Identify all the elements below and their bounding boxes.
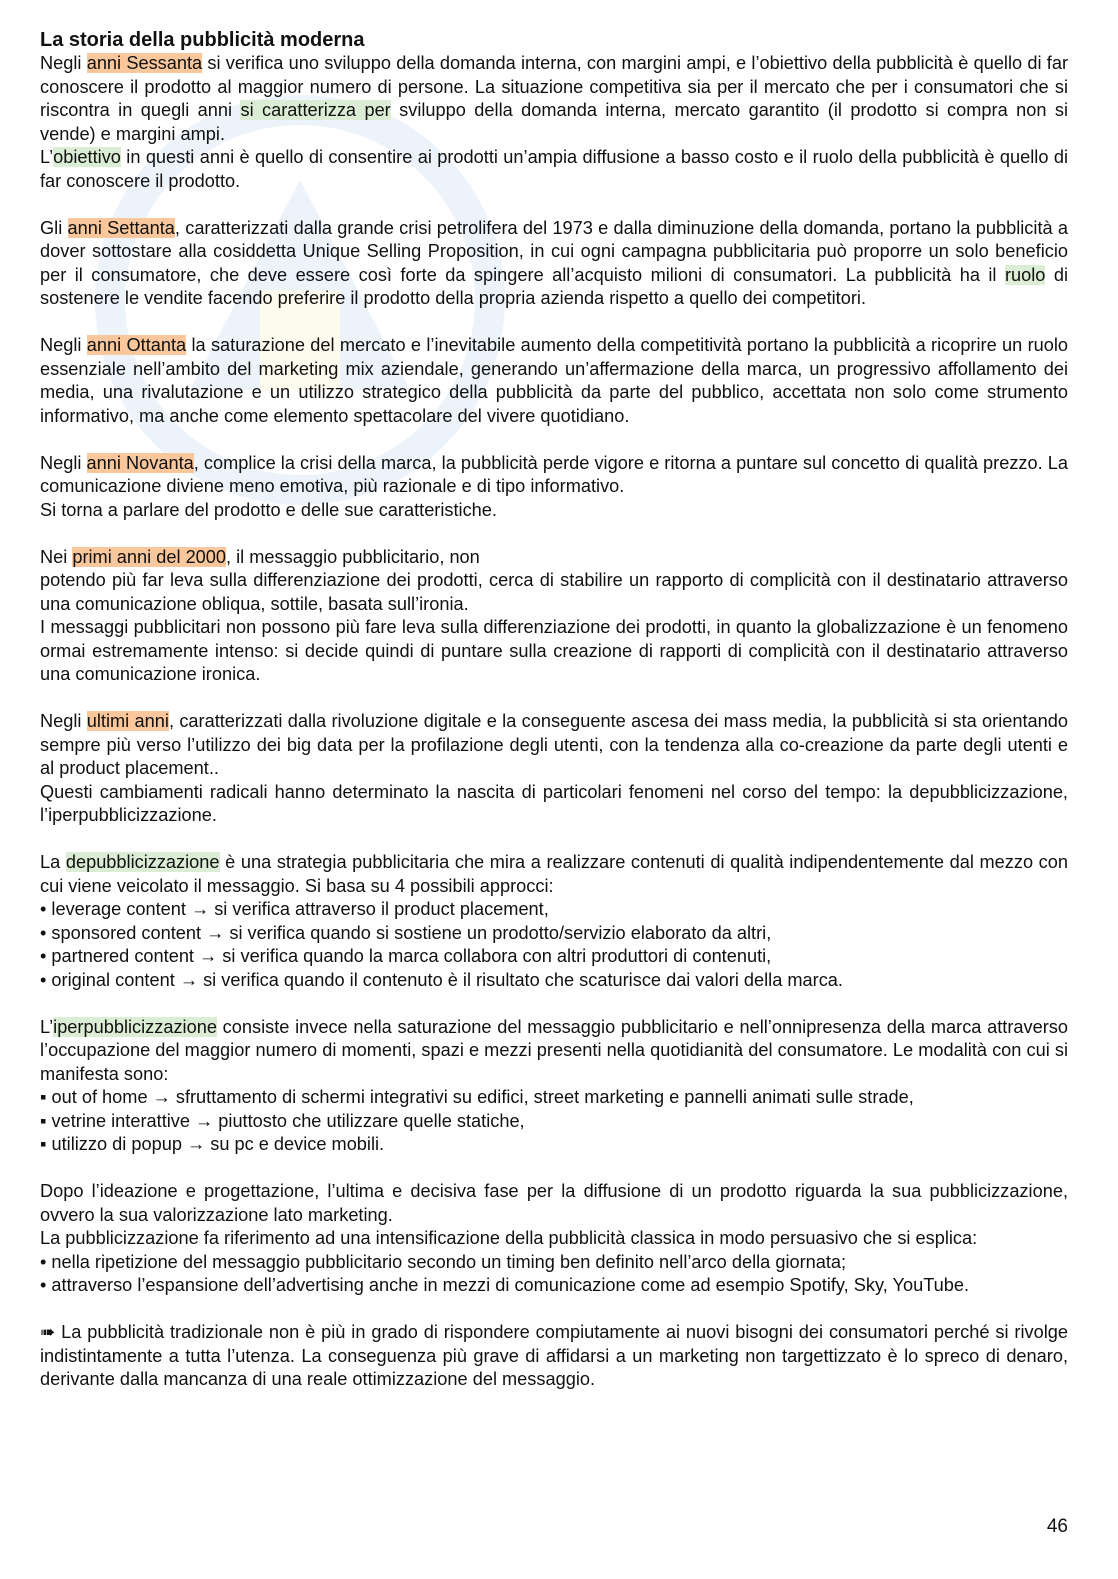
list-item: ▪ utilizzo di popup → su pc e device mobili. (40, 1134, 385, 1154)
paragraph-novanta-2: Si torna a parlare del prodotto e delle sue caratteristiche. (40, 499, 497, 520)
page-number: 46 (1046, 1516, 1068, 1537)
list-item: • partnered content → si verifica quando la marca collabora con altri produttori di contenuti, (40, 946, 772, 966)
paragraph-obiettivo: L’obiettivo in questi anni è quello di consentire ai prodotti un’ampia diffusione a basso costo e il ruolo della pubblicità è quello di far conoscere il prodotto. (40, 147, 1068, 191)
list-item: • leverage content → si verifica attraverso il product placement, (40, 899, 549, 919)
list-item: ▪ vetrine interattive → piuttosto che utilizzare quelle statiche, (40, 1110, 525, 1131)
paragraph-dopo: Dopo l’ideazione e progettazione, l’ultima e decisiva fase per la diffusione di un prodotto riguarda la sua pubblicizzazione, ovvero la sua valorizzazione lato marketing. (40, 1181, 1068, 1225)
highlight: anni Ottanta (86, 335, 187, 355)
paragraph-ottanta: Negli anni Ottanta la saturazione del mercato e l’inevitabile aumento della competitività portano la pubblicità a ricoprire un ruolo essenziale nell’ambito del marketing mix aziendale, generando un’affermazione della marca, un progressivo affollamento dei media, una rivalutazione e un utilizzo strategico della pubblicità da parte del pubblico, accettata non solo come strumento informativo, ma anche come elemento spettacolare del vivere quotidiano. (40, 335, 1069, 426)
highlight: ruolo (1004, 264, 1046, 285)
highlight: anni Sessanta (86, 53, 203, 73)
paragraph-duemila-3: I messaggi pubblicitari non possono più fare leva sulla differenziazione dei prodotti, in quanto la globalizzazione è un fenomeno ormai estremamente intenso: si decide quindi di puntare sulla creazione di rapporti di complicità con il destinatario attraverso una comunicazione ironica. (40, 617, 1068, 684)
paragraph-duemila: Nei primi anni del 2000, il messaggio pubblicitario, non (40, 546, 480, 567)
highlight: iperpubblicizzazione (53, 1016, 217, 1037)
highlight: anni Novanta (86, 452, 194, 473)
page-title: La storia della pubblicità moderna (40, 29, 365, 51)
paragraph-settanta: Gli anni Settanta, caratterizzati dalla grande crisi petrolifera del 1973 e dalla diminuzione della domanda, portano la pubblicità a dover sottostare alla cosiddetta Unique Selling Proposition, in cui ogni campagna pubblicitaria può proporre un solo beneficio per il consumatore, che deve essere così forte da spingere all’acquisto milioni di consumatori. La pubblicità ha il ruolo di sostenere le vendite facendo preferire il prodotto della propria azienda rispetto a quello dei competitori. (40, 217, 1068, 308)
paragraph-novanta: Negli anni Novanta, complice la crisi della marca, la pubblicità perde vigore e ritorna a puntare sul concetto di qualità prezzo. La comunicazione diviene meno emotiva, più razionale e di tipo informativo. (40, 452, 1069, 496)
paragraph-dopo-2: La pubblicizzazione fa riferimento ad una intensificazione della pubblicità classica in modo persuasivo che si esplica: (40, 1228, 978, 1248)
list-item: • sponsored content → si verifica quando si sostiene un prodotto/servizio elaborato da altri, (40, 922, 772, 943)
highlight: anni Settanta (67, 217, 175, 238)
highlight: ultimi anni (86, 711, 169, 731)
paragraph-sessanta: Negli anni Sessanta si verifica uno sviluppo della domanda interna, con margini ampi, e l’obiettivo della pubblicità è quello di far conoscere il prodotto al maggior numero di persone. La situazione competitiva sia per il mercato che per i consumatori che si riscontra in quegli anni si caratterizza per sviluppo della domanda interna, mercato garantito (il prodotto si compra non si vende) e margini ampi. (40, 53, 1068, 144)
paragraph-depubblicizzazione: La depubblicizzazione è una strategia pubblicitaria che mira a realizzare contenuti di qualità indipendentemente dal mezzo con cui viene veicolato il messaggio. Si basa su 4 possibili approcci: (40, 852, 1068, 896)
list-item: • attraverso l’espansione dell’advertising anche in mezzi di comunicazione come ad esempio Spotify, Sky, YouTube. (40, 1275, 970, 1295)
paragraph-conclusione: ➠ La pubblicità tradizionale non è più in grado di rispondere compiutamente ai nuovi bisogni dei consumatori perché si rivolge indistintamente a tutta l’utenza. La conseguenza più grave di affidarsi a un marketing non targettizzato è lo spreco di denaro, derivante dalla mancanza di una reale ottimizzazione del messaggio. (40, 1322, 1068, 1389)
paragraph-iperpubblicizzazione: L’iperpubblicizzazione consiste invece nella saturazione del messaggio pubblicitario e nell’onnipresenza della marca attraverso l’occupazione del maggior numero di momenti, spazi e mezzi presenti nella quotidianità del consumatore. Le modalità con cui si manifesta sono: (40, 1016, 1068, 1084)
highlight: obiettivo (53, 147, 121, 167)
highlight: depubblicizzazione (65, 852, 220, 872)
paragraph-duemila-2: potendo più far leva sulla differenziazione dei prodotti, cerca di stabilire un rapporto di complicità con il destinatario attraverso una comunicazione obliqua, sottile, basata sull’ironia. (40, 570, 1068, 614)
document-page (40, 28, 1068, 1392)
list-item: • original content → si verifica quando il contenuto è il risultato che scaturisce dai valori della marca. (40, 969, 843, 990)
paragraph-ultimi-2: Questi cambiamenti radicali hanno determinato la nascita di particolari fenomeni nel corso del tempo: la depubblicizzazione, l’iperpubblicizzazione. (40, 781, 1068, 825)
list-item: ▪ out of home → sfruttamento di schermi integrativi su edifici, street marketing e pannelli animati sulle strade, (40, 1087, 914, 1107)
highlight: primi anni del 2000 (72, 546, 227, 567)
paragraph-ultimi: Negli ultimi anni, caratterizzati dalla rivoluzione digitale e la conseguente ascesa dei mass media, la pubblicità si sta orientando sempre più verso l’utilizzo dei big data per la profilazione degli utenti, con la tendenza alla co-creazione da parte degli utenti e al product placement.. (40, 711, 1068, 778)
highlight: si caratterizza per (240, 100, 391, 120)
list-item: • nella ripetizione del messaggio pubblicitario secondo un timing ben definito nell’arco della giornata; (40, 1251, 847, 1272)
